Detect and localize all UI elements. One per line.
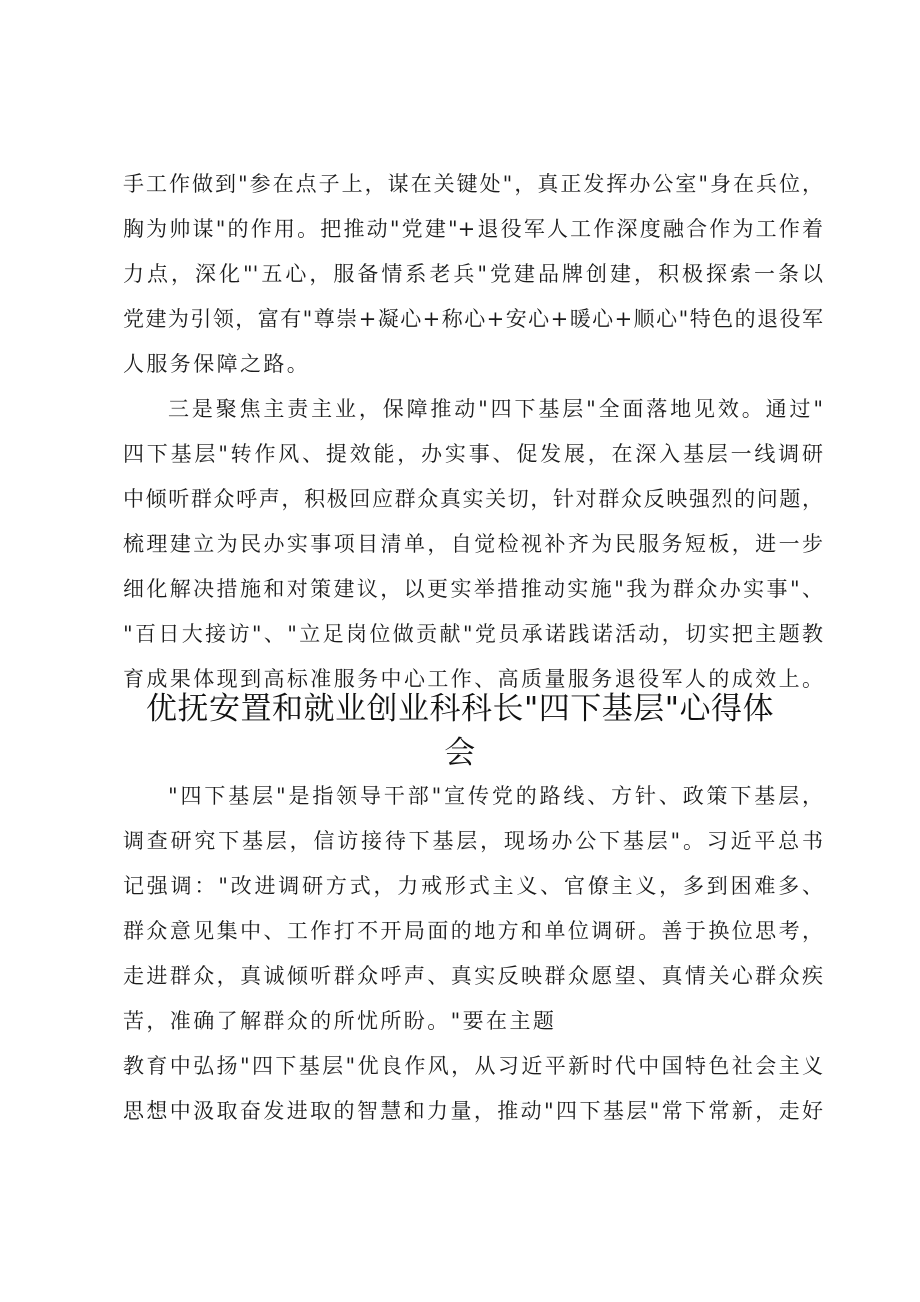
text-line: 教育中弘扬"四下基层"优良作风，从习近平新时代中国特色社会主义 xyxy=(123,1054,823,1078)
text-line: 胸为帅谋"的作用。把推动"党建"+退役军人工作深度融合作为工作着 xyxy=(123,217,823,241)
text-line: 四下基层"转作风、提效能，办实事、促发展，在深入基层一线调研 xyxy=(123,442,823,466)
text-line: 中倾听群众呼声，积极回应群众真实关切，针对群众反映强烈的问题， xyxy=(123,487,823,511)
text-line: 思想中汲取奋发进取的智慧和力量，推动"四下基层"常下常新，走好 xyxy=(123,1099,823,1123)
title-line-1: 优抚安置和就业创业科科长"四下基层"心得体 xyxy=(145,691,774,727)
text-line: 走进群众，真诚倾听群众呼声、真实反映群众愿望、真情关心群众疾 xyxy=(123,964,823,988)
text-line: 党建为引领，富有"尊崇+凝心+称心+安心+暖心+顺心"特色的退役军 xyxy=(123,307,823,331)
text-line: 记强调："改进调研方式，力戒形式主义、官僚主义，多到困难多、 xyxy=(123,874,823,898)
text-line: 梳理建立为民办实事项目清单，自觉检视补齐为民服务短板，进一步 xyxy=(123,532,823,556)
text-line: 力点，深化"'五心，服备情系老兵"党建品牌创建，积极探索一条以 xyxy=(123,262,823,286)
title-line-2: 会 xyxy=(444,735,476,771)
text-line: 三是聚焦主责主业，保障推动"四下基层"全面落地见效。通过" xyxy=(168,397,823,421)
text-line: "百日大接访"、"立足岗位做贡献"党员承诺践诺活动，切实把主题教 xyxy=(123,622,823,646)
text-line: 手工作做到"参在点子上，谋在关键处"，真正发挥办公室"身在兵位， xyxy=(123,172,823,196)
text-line: 苦，准确了解群众的所忧所盼。"要在主题 xyxy=(123,1009,557,1033)
text-line: 群众意见集中、工作打不开局面的地方和单位调研。善于换位思考， xyxy=(123,919,823,943)
text-line: 人服务保障之路。 xyxy=(123,352,311,376)
text-line: "四下基层"是指领导干部"宣传党的路线、方针、政策下基层， xyxy=(168,784,823,808)
text-line: 细化解决措施和对策建议，以更实举措推动实施"我为群众办实事"、 xyxy=(123,577,823,601)
text-line: 育成果体现到高标准服务中心工作、高质量服务退役军人的成效上。 xyxy=(123,667,823,691)
text-line: 调查研究下基层，信访接待下基层，现场办公下基层"。习近平总书 xyxy=(123,829,823,853)
